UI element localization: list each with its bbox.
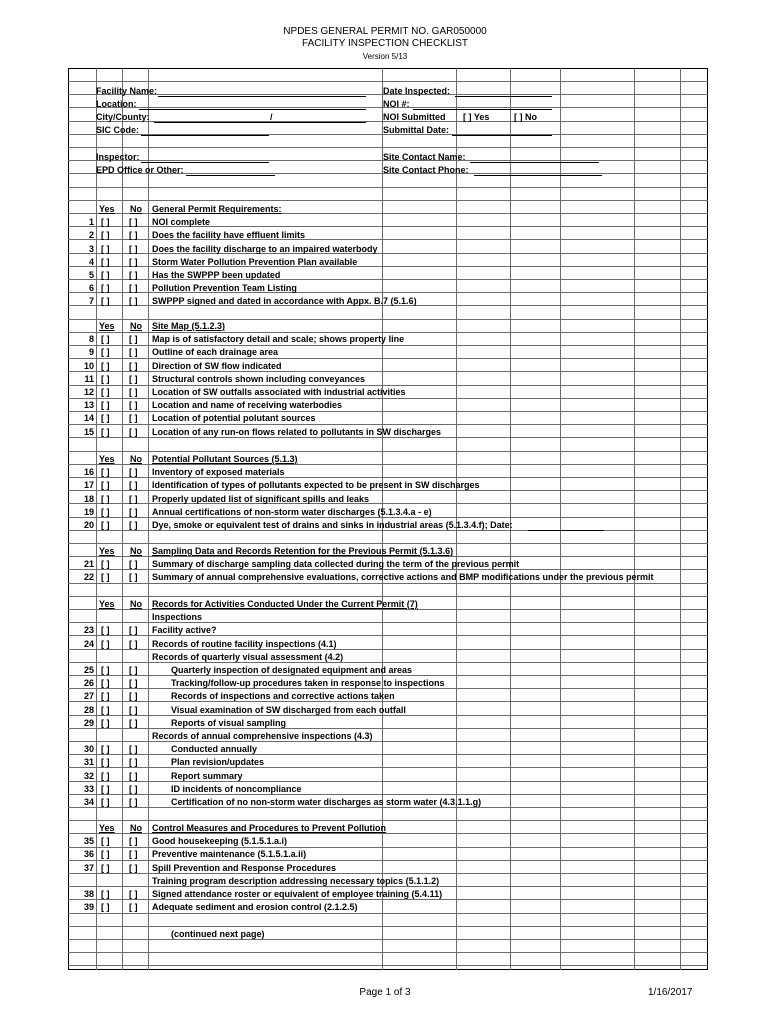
yes-checkbox[interactable]: [ ] — [101, 797, 110, 807]
no-checkbox[interactable]: [ ] — [129, 705, 138, 715]
yes-checkbox[interactable]: [ ] — [101, 296, 110, 306]
item-number: 32 — [83, 771, 94, 781]
yes-checkbox[interactable]: [ ] — [101, 217, 110, 227]
no-checkbox[interactable]: [ ] — [129, 797, 138, 807]
no-checkbox[interactable]: [ ] — [129, 230, 138, 240]
checklist-item-text: Location of any run-on flows related to pollutants in SW discharges — [152, 427, 442, 437]
checklist-item-text: Records of inspections and corrective actions taken — [171, 691, 395, 701]
item-number: 37 — [83, 863, 94, 873]
noi-submitted-no[interactable]: [ ] No — [514, 112, 537, 122]
grid-column-line — [680, 68, 681, 970]
yes-checkbox[interactable]: [ ] — [101, 718, 110, 728]
item-number: 35 — [83, 836, 94, 846]
yes-checkbox[interactable]: [ ] — [101, 494, 110, 504]
grid-row-line — [68, 847, 708, 848]
yes-column-header: Yes — [99, 546, 115, 556]
section-heading: Site Map (5.1.2.3) — [152, 321, 226, 331]
item-number: 13 — [83, 400, 94, 410]
checklist-item-text: ID incidents of noncompliance — [171, 784, 302, 794]
yes-checkbox[interactable]: [ ] — [101, 427, 110, 437]
grid-column-line — [510, 68, 511, 970]
yes-checkbox[interactable]: [ ] — [101, 374, 110, 384]
checklist-item-text: Training program description addressing necessary topics (5.1.1.2) — [152, 876, 440, 886]
no-column-header: No — [130, 454, 142, 464]
location-label: Location: — [96, 99, 137, 109]
grid-row-line — [68, 754, 708, 755]
yes-column-header: Yes — [99, 204, 115, 214]
no-checkbox[interactable]: [ ] — [129, 296, 138, 306]
noi-field[interactable] — [413, 109, 552, 110]
item-number: 5 — [88, 270, 94, 280]
checklist-item-text: Preventive maintenance (5.1.5.1.a.ii) — [152, 849, 307, 859]
item-number: 25 — [83, 665, 94, 675]
section-heading: Control Measures and Procedures to Prevent Pollution — [152, 823, 387, 833]
item-number: 2 — [88, 230, 94, 240]
checklist-item-text: Plan revision/updates — [171, 757, 265, 767]
grid-row-line — [68, 398, 708, 399]
checklist-item-text: Reports of visual sampling — [171, 718, 287, 728]
no-column-header: No — [130, 321, 142, 331]
grid-row-line — [68, 913, 708, 914]
sic-code-field[interactable] — [141, 135, 269, 136]
grid-row-line — [68, 952, 708, 953]
checklist-item-text: Does the facility discharge to an impaired waterbody — [152, 244, 378, 254]
grid-row-line — [68, 926, 708, 927]
grid-row-line — [68, 767, 708, 768]
checklist-item-text: Records of annual comprehensive inspections (4.3) — [152, 731, 373, 741]
yes-checkbox[interactable]: [ ] — [101, 665, 110, 675]
submittal-date-field[interactable] — [452, 135, 552, 136]
no-checkbox[interactable]: [ ] — [129, 691, 138, 701]
item-number: 1 — [88, 217, 94, 227]
yes-checkbox[interactable]: [ ] — [101, 678, 110, 688]
grid-row-line — [68, 965, 708, 966]
no-checkbox[interactable]: [ ] — [129, 283, 138, 293]
city-county-slash: / — [270, 112, 273, 122]
yes-checkbox[interactable]: [ ] — [101, 836, 110, 846]
yes-checkbox[interactable]: [ ] — [101, 691, 110, 701]
item-number: 26 — [83, 678, 94, 688]
yes-checkbox[interactable]: [ ] — [101, 467, 110, 477]
no-column-header: No — [130, 823, 142, 833]
grid-row-line — [68, 319, 708, 320]
item-number: 20 — [83, 520, 94, 530]
item-number: 19 — [83, 507, 94, 517]
item-number: 3 — [88, 244, 94, 254]
no-checkbox[interactable]: [ ] — [129, 836, 138, 846]
item-number: 29 — [83, 718, 94, 728]
grid-row-line — [68, 424, 708, 425]
grid-column-line — [122, 68, 123, 970]
yes-checkbox[interactable]: [ ] — [101, 559, 110, 569]
item-number: 21 — [83, 559, 94, 569]
yes-checkbox[interactable]: [ ] — [101, 347, 110, 357]
grid-row-line — [68, 728, 708, 729]
checklist-item-text: SWPPP signed and dated in accordance with Appx. B.7 (5.1.6) — [152, 296, 417, 306]
grid-row-line — [68, 794, 708, 795]
checklist-item-text: Outline of each drainage area — [152, 347, 279, 357]
yes-checkbox[interactable]: [ ] — [101, 744, 110, 754]
item-number: 24 — [83, 639, 94, 649]
no-checkbox[interactable]: [ ] — [129, 413, 138, 423]
yes-column-header: Yes — [99, 454, 115, 464]
no-checkbox[interactable]: [ ] — [129, 467, 138, 477]
grid-column-line — [148, 68, 149, 970]
city-county-field[interactable] — [154, 122, 366, 123]
no-checkbox[interactable]: [ ] — [129, 374, 138, 384]
item-number: 36 — [83, 849, 94, 859]
yes-checkbox[interactable]: [ ] — [101, 705, 110, 715]
item-number: 23 — [83, 625, 94, 635]
no-checkbox[interactable]: [ ] — [129, 347, 138, 357]
epd-office-label: EPD Office or Other: — [96, 165, 184, 175]
noi-submitted-yes[interactable]: [ ] Yes — [463, 112, 490, 122]
grid-row-line — [68, 781, 708, 782]
checklist-item-text: Spill Prevention and Response Procedures — [152, 863, 337, 873]
no-checkbox[interactable]: [ ] — [129, 771, 138, 781]
no-checkbox[interactable]: [ ] — [129, 270, 138, 280]
checklist-item-text: Summary of annual comprehensive evaluations, corrective actions and BMP modifications under the previous permit — [152, 572, 654, 582]
no-column-header: No — [130, 204, 142, 214]
yes-checkbox[interactable]: [ ] — [101, 771, 110, 781]
item-number: 10 — [83, 361, 94, 371]
yes-checkbox[interactable]: [ ] — [101, 625, 110, 635]
grid-row-line — [68, 187, 708, 188]
yes-checkbox[interactable]: [ ] — [101, 784, 110, 794]
checklist-item-text: Has the SWPPP been updated — [152, 270, 281, 280]
no-checkbox[interactable]: [ ] — [129, 757, 138, 767]
yes-checkbox[interactable]: [ ] — [101, 387, 110, 397]
checklist-item-text: NOI complete — [152, 217, 211, 227]
grid-row-line — [68, 200, 708, 201]
no-checkbox[interactable]: [ ] — [129, 480, 138, 490]
yes-checkbox[interactable]: [ ] — [101, 230, 110, 240]
yes-checkbox[interactable]: [ ] — [101, 507, 110, 517]
grid-row-line — [68, 543, 708, 544]
item-number: 18 — [83, 494, 94, 504]
facility-name-label: Facility Name: — [96, 86, 158, 96]
inspector-label: Inspector: — [96, 152, 140, 162]
no-checkbox[interactable]: [ ] — [129, 494, 138, 504]
section-heading: Records for Activities Conducted Under the Current Permit (7) — [152, 599, 418, 609]
no-checkbox[interactable]: [ ] — [129, 889, 138, 899]
facility-name-field[interactable] — [158, 96, 366, 97]
no-checkbox[interactable]: [ ] — [129, 678, 138, 688]
grid-column-line — [456, 68, 457, 970]
date-inspected-label: Date Inspected: — [383, 86, 451, 96]
grid-column-line — [96, 68, 97, 970]
sic-code-label: SIC Code: — [96, 125, 140, 135]
no-checkbox[interactable]: [ ] — [129, 639, 138, 649]
section-heading: Potential Pollutant Sources (5.1.3) — [152, 454, 298, 464]
yes-checkbox[interactable]: [ ] — [101, 863, 110, 873]
section-heading: General Permit Requirements: — [152, 204, 282, 214]
grid-row-line — [68, 81, 708, 82]
grid-column-line — [634, 68, 635, 970]
item-number: 16 — [83, 467, 94, 477]
item-number: 4 — [88, 257, 94, 267]
no-checkbox[interactable]: [ ] — [129, 257, 138, 267]
item-number: 9 — [88, 347, 94, 357]
checklist-item-text: Inventory of exposed materials — [152, 467, 285, 477]
checklist-item-text: Storm Water Pollution Prevention Plan available — [152, 257, 358, 267]
inspector-field[interactable] — [141, 162, 269, 163]
site-contact-name-label: Site Contact Name: — [383, 152, 466, 162]
item-number: 12 — [83, 387, 94, 397]
no-checkbox[interactable]: [ ] — [129, 507, 138, 517]
yes-column-header: Yes — [99, 599, 115, 609]
yes-checkbox[interactable]: [ ] — [101, 889, 110, 899]
item-number: 28 — [83, 705, 94, 715]
checklist-item-text: Certification of no non-storm water discharges as storm water (4.3.1.1.g) — [171, 797, 482, 807]
no-checkbox[interactable]: [ ] — [129, 334, 138, 344]
yes-checkbox[interactable]: [ ] — [101, 902, 110, 912]
checklist-item-text: Does the facility have effluent limits — [152, 230, 306, 240]
yes-column-header: Yes — [99, 823, 115, 833]
grid-column-line — [560, 68, 561, 970]
yes-checkbox[interactable]: [ ] — [101, 572, 110, 582]
checklist-item-text: Conducted annually — [171, 744, 258, 754]
no-column-header: No — [130, 599, 142, 609]
no-checkbox[interactable]: [ ] — [129, 863, 138, 873]
checklist-item-text: Good housekeeping (5.1.5.1.a.i) — [152, 836, 288, 846]
yes-checkbox[interactable]: [ ] — [101, 639, 110, 649]
no-checkbox[interactable]: [ ] — [129, 572, 138, 582]
no-checkbox[interactable]: [ ] — [129, 400, 138, 410]
grid-row-line — [68, 939, 708, 940]
checklist-item-text: Records of routine facility inspections (4.1) — [152, 639, 337, 649]
no-column-header: No — [130, 546, 142, 556]
continued-note: (continued next page) — [171, 929, 265, 939]
yes-checkbox[interactable]: [ ] — [101, 334, 110, 344]
yes-checkbox[interactable]: [ ] — [101, 400, 110, 410]
section-heading: Sampling Data and Records Retention for the Previous Permit (5.1.3.6) — [152, 546, 454, 556]
noi-submitted-label: NOI Submitted — [383, 112, 446, 122]
no-checkbox[interactable]: [ ] — [129, 625, 138, 635]
no-checkbox[interactable]: [ ] — [129, 217, 138, 227]
doc-subtitle: FACILITY INSPECTION CHECKLIST — [302, 38, 468, 49]
item-number: 38 — [83, 889, 94, 899]
no-checkbox[interactable]: [ ] — [129, 244, 138, 254]
grid-row-line — [68, 332, 708, 333]
grid-row-line — [68, 411, 708, 412]
checklist-item-text: Dye, smoke or equivalent test of drains and sinks in industrial areas (5.1.3.4.f); Date: — [152, 520, 513, 530]
item-number: 15 — [83, 427, 94, 437]
yes-checkbox[interactable]: [ ] — [101, 270, 110, 280]
doc-version: Version 5/13 — [362, 52, 408, 61]
site-contact-phone-label: Site Contact Phone: — [383, 165, 469, 175]
checklist-item-text: Visual examination of SW discharged from each outfall — [171, 705, 406, 715]
yes-checkbox[interactable]: [ ] — [101, 757, 110, 767]
checklist-item-text: Report summary — [171, 771, 243, 781]
checklist-item-text: Identification of types of pollutants expected to be present in SW discharges — [152, 480, 480, 490]
no-checkbox[interactable]: [ ] — [129, 427, 138, 437]
item-number: 7 — [88, 296, 94, 306]
no-checkbox[interactable]: [ ] — [129, 718, 138, 728]
checklist-item-text: Location and name of receiving waterbodies — [152, 400, 343, 410]
item-number: 14 — [83, 413, 94, 423]
item-number: 6 — [88, 283, 94, 293]
page-number: Page 1 of 3 — [359, 987, 411, 998]
submittal-date-label: Submittal Date: — [383, 125, 450, 135]
checklist-item-text: Summary of discharge sampling data collected during the term of the previous permit — [152, 559, 520, 569]
site-contact-name-field[interactable] — [470, 162, 599, 163]
no-checkbox[interactable]: [ ] — [129, 520, 138, 530]
no-checkbox[interactable]: [ ] — [129, 665, 138, 675]
checklist-item-text: Quarterly inspection of designated equipment and areas — [171, 665, 413, 675]
dye-test-date-field[interactable] — [528, 530, 604, 531]
no-checkbox[interactable]: [ ] — [129, 744, 138, 754]
no-checkbox[interactable]: [ ] — [129, 361, 138, 371]
item-number: 30 — [83, 744, 94, 754]
item-number: 34 — [83, 797, 94, 807]
grid-row-line — [68, 385, 708, 386]
yes-checkbox[interactable]: [ ] — [101, 257, 110, 267]
yes-checkbox[interactable]: [ ] — [101, 244, 110, 254]
grid-row-line — [68, 583, 708, 584]
grid-row-line — [68, 147, 708, 148]
item-number: 27 — [83, 691, 94, 701]
no-checkbox[interactable]: [ ] — [129, 784, 138, 794]
checklist-item-text: Structural controls shown including conveyances — [152, 374, 366, 384]
checklist-item-text: Annual certifications of non-storm water discharges (5.1.3.4.a - e) — [152, 507, 432, 517]
site-contact-phone-field[interactable] — [474, 175, 602, 176]
item-number: 33 — [83, 784, 94, 794]
yes-checkbox[interactable]: [ ] — [101, 413, 110, 423]
date-inspected-field[interactable] — [455, 96, 552, 97]
yes-checkbox[interactable]: [ ] — [101, 520, 110, 530]
checklist-item-text: Location of SW outfalls associated with industrial activities — [152, 387, 406, 397]
grid-row-line — [68, 358, 708, 359]
grid-row-line — [68, 451, 708, 452]
doc-title: NPDES GENERAL PERMIT NO. GAR050000 — [283, 26, 487, 37]
noi-label: NOI #: — [383, 99, 410, 109]
no-checkbox[interactable]: [ ] — [129, 902, 138, 912]
grid-row-line — [68, 820, 708, 821]
no-checkbox[interactable]: [ ] — [129, 387, 138, 397]
grid-row-line — [68, 860, 708, 861]
checklist-item-text: Adequate sediment and erosion control (2.1.2.5) — [152, 902, 358, 912]
yes-checkbox[interactable]: [ ] — [101, 283, 110, 293]
grid-column-line — [382, 68, 383, 970]
item-number: 22 — [83, 572, 94, 582]
yes-column-header: Yes — [99, 321, 115, 331]
grid-row-line — [68, 596, 708, 597]
item-number: 8 — [88, 334, 94, 344]
epd-office-field[interactable] — [186, 175, 275, 176]
checklist-item-text: Location of potential polutant sources — [152, 413, 316, 423]
footer-date: 1/16/2017 — [648, 987, 693, 998]
checklist-item-text: Map is of satisfactory detail and scale; shows property line — [152, 334, 405, 344]
yes-checkbox[interactable]: [ ] — [101, 849, 110, 859]
no-checkbox[interactable]: [ ] — [129, 849, 138, 859]
checklist-item-text: Signed attendance roster or equivalent of employee training (5.4.11) — [152, 889, 443, 899]
city-county-label: City/County: — [96, 112, 150, 122]
item-number: 39 — [83, 902, 94, 912]
yes-checkbox[interactable]: [ ] — [101, 361, 110, 371]
checklist-item-text: Properly updated list of significant spills and leaks — [152, 494, 370, 504]
no-checkbox[interactable]: [ ] — [129, 559, 138, 569]
item-number: 11 — [84, 374, 94, 384]
checklist-item-text: Pollution Prevention Team Listing — [152, 283, 297, 293]
item-number: 31 — [83, 757, 94, 767]
checklist-item-text: Records of quarterly visual assessment (4.2) — [152, 652, 344, 662]
checklist-item-text: Tracking/follow-up procedures taken in response to inspections — [171, 678, 445, 688]
item-number: 17 — [83, 480, 94, 490]
checklist-item-text: Facility active? — [152, 625, 217, 635]
yes-checkbox[interactable]: [ ] — [101, 480, 110, 490]
location-field[interactable] — [139, 109, 366, 110]
grid-row-line — [68, 345, 708, 346]
checklist-item-text: Direction of SW flow indicated — [152, 361, 282, 371]
checklist-item-text: Inspections — [152, 612, 203, 622]
